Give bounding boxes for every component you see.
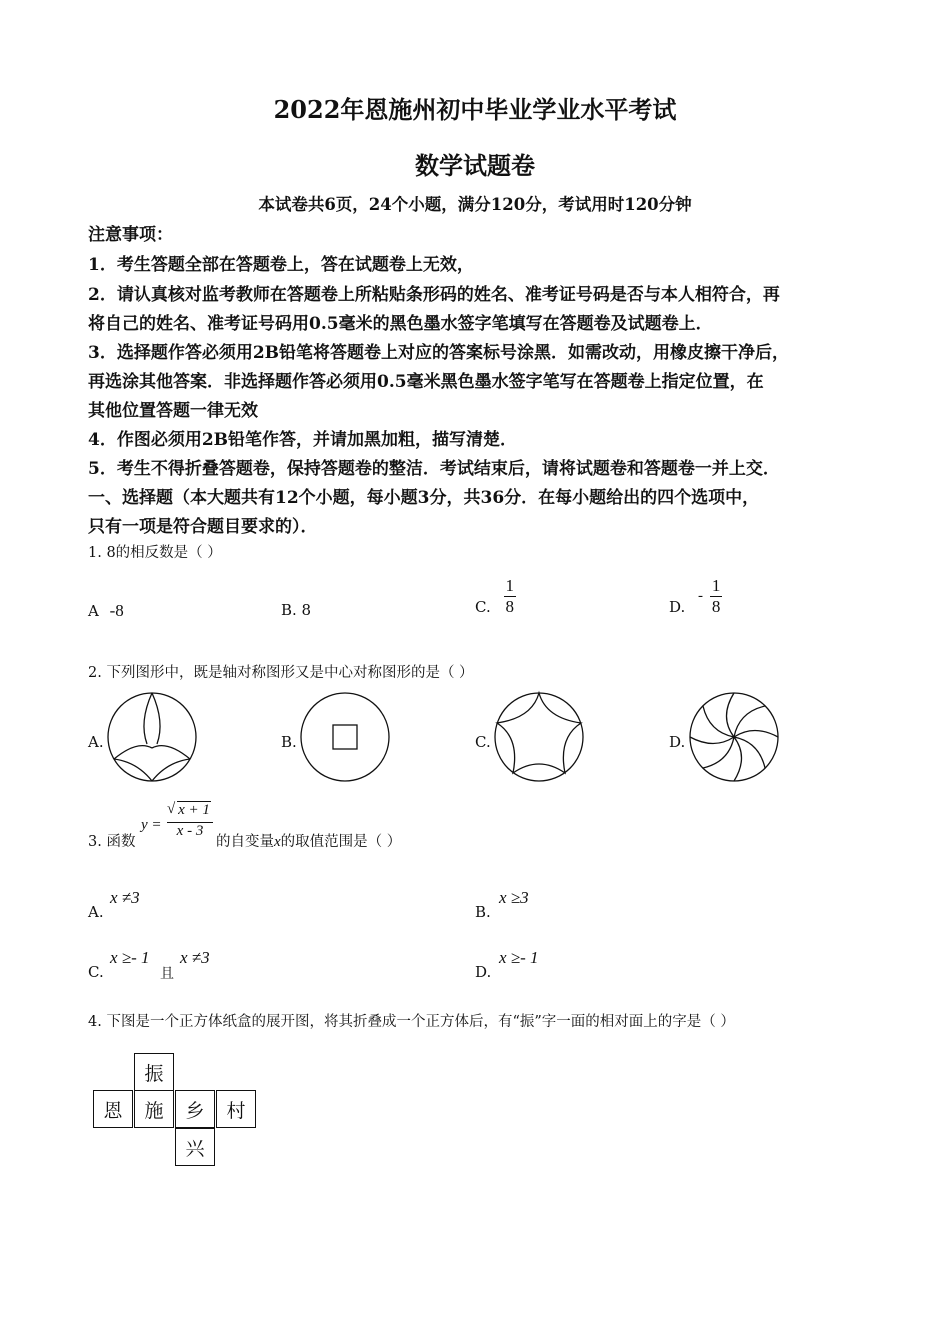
fraction (710, 576, 723, 617)
q3-option-a-expr: x ≠3 (110, 888, 140, 907)
notice-line: 其他位置答题一律无效 (88, 401, 258, 421)
q1-option-c (475, 576, 516, 617)
q3-option-c-expr2: x ≠3 (180, 948, 210, 967)
q3-suffix-text2: 的取值范围是（ ） (280, 834, 402, 850)
q3-denominator: x - 3 (167, 822, 213, 840)
option-value: -8 (109, 601, 124, 620)
notice-heading: 注意事项： (88, 225, 173, 245)
q2-option-a-label: A. (88, 733, 104, 751)
option-label: A (88, 602, 99, 620)
q2-option-d-label: D. (669, 733, 686, 751)
question-3-prefix: 3. 函数 (88, 834, 136, 850)
notice-line: 5．考生不得折叠答题卷，保持答题卷的整洁．考试结束后，请将试题卷和答题卷一并上交． (88, 459, 780, 479)
q3-option-c-label: C. (88, 963, 104, 981)
net-cell-xing: 兴 (175, 1128, 215, 1166)
net-cell-xiang: 乡 (175, 1090, 215, 1128)
notice-line: 4．作图必须用2B铅笔作答，并请加黑加粗，描写清楚． (88, 430, 518, 450)
option-label: D. (669, 597, 686, 616)
numerator: 1 (711, 576, 721, 595)
denominator: 8 (505, 597, 514, 616)
notice-line: 3．选择题作答必须用2B铅笔将答题卷上对应的答案标号涂黑．如需改动，用橡皮擦干净后， (88, 343, 790, 363)
exam-info: 本试卷共6页，24个小题，满分120分，考试用时120分钟 (258, 195, 692, 214)
net-cell-shi: 施 (134, 1090, 174, 1128)
question-3-suffix (216, 830, 401, 851)
q1-option-b: B. 8 (281, 601, 312, 619)
figure-b-circle-square (300, 692, 390, 782)
q3-numerator: x + 1 (178, 802, 210, 818)
numerator: 1 (505, 576, 514, 595)
q3-option-d-label: D. (475, 963, 492, 981)
question-2-stem: 2. 下列图形中，既是轴对称图形又是中心对称图形的是（ ） (88, 665, 474, 681)
section-heading: 一、选择题（本大题共有12个小题，每小题3分，共36分．在每小题给出的四个选项中， (88, 488, 760, 508)
minus-sign: - (698, 588, 704, 604)
option-label: C. (475, 597, 491, 616)
section-heading-cont: 只有一项是符合题目要求的）． (88, 517, 318, 537)
q3-option-c-expr1: x ≥- 1 (110, 948, 150, 967)
q3-option-d-expr: x ≥- 1 (499, 948, 539, 967)
notice-line: 1．考生答题全部在答题卷上，答在试题卷上无效， (88, 255, 474, 275)
q3-numerator-sqrt (167, 802, 213, 819)
net-cell-en: 恩 (93, 1090, 133, 1128)
q3-suffix-text: 的自变量 (216, 834, 274, 850)
q2-option-b-label: B. (281, 733, 297, 751)
fraction (504, 576, 517, 617)
q3-fraction (167, 802, 213, 840)
notice-line: 再选涂其他答案．非选择题作答必须用0.5毫米黑色墨水签字笔写在答题卷上指定位置，在 (88, 372, 764, 392)
q2-option-c-label: C. (475, 733, 491, 751)
net-cell-cun: 村 (216, 1090, 256, 1128)
q3-variable: x (274, 834, 281, 850)
page-title: 2022年恩施州初中毕业学业水平考试 (273, 95, 677, 124)
q1-option-d (669, 576, 722, 617)
figure-d-pinwheel (689, 692, 779, 782)
q1-option-a (88, 601, 124, 621)
question-4-stem: 4. 下图是一个正方体纸盒的展开图，将其折叠成一个正方体后，有“振”字一面的相对面上的字是（ ） (88, 1014, 735, 1030)
question-1-stem: 1. 8的相反数是（ ） (88, 545, 222, 561)
q3-option-a-label: A. (88, 903, 104, 921)
net-cell-zhen: 振 (134, 1053, 174, 1091)
page-subtitle: 数学试题卷 (415, 151, 535, 180)
q3-function-y: y = (141, 817, 162, 833)
notice-line: 2．请认真核对监考教师在答题卷上所粘贴条形码的姓名、准考证号码是否与本人相符合，再 (88, 285, 780, 305)
denominator: 8 (711, 597, 721, 616)
notice-line: 将自己的姓名、准考证号码用0.5毫米的黑色墨水签字笔填写在答题卷及试题卷上． (88, 314, 713, 334)
q3-option-b-expr: x ≥3 (499, 888, 529, 907)
q3-option-b-label: B. (475, 903, 491, 921)
figure-c-pentagon-arcs (494, 692, 584, 782)
sqrt-icon: √ (167, 801, 176, 817)
q3-option-c-and: 且 (160, 966, 174, 982)
figure-a-trefoil (107, 692, 197, 782)
